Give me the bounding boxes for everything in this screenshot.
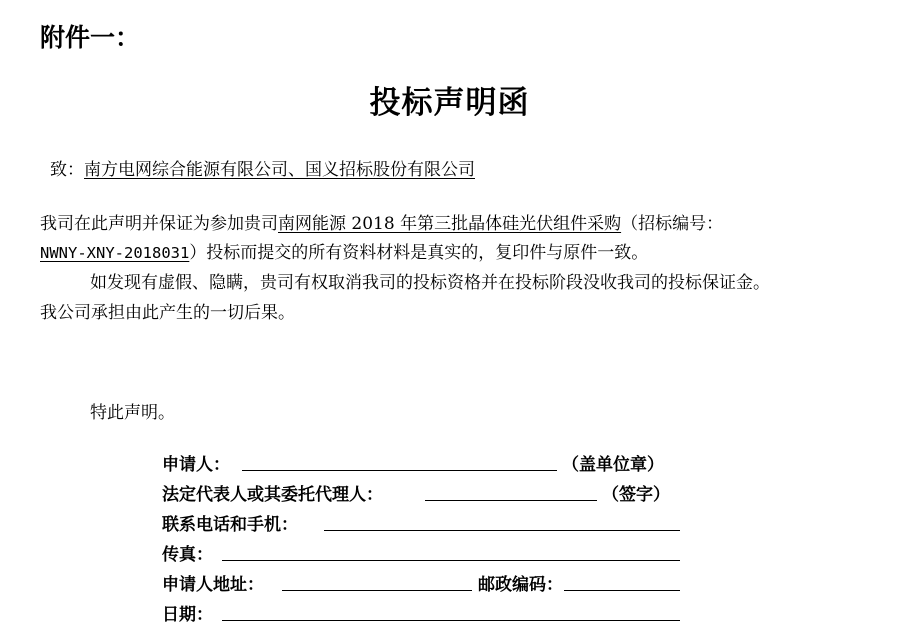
date-blank-line[interactable] — [222, 620, 680, 621]
form-row-representative — [162, 480, 682, 504]
representative-blank-line[interactable] — [425, 500, 597, 501]
statement-line-2 — [40, 238, 648, 263]
statement-line-1 — [40, 209, 723, 234]
fax-label: 传真： — [162, 545, 213, 565]
phone-blank-line[interactable] — [324, 530, 680, 531]
statement-line-2-text: ）投标而提交的所有资料材料是真实的，复印件与原件一致。 — [189, 243, 649, 263]
attachment-heading: 附件一： — [40, 23, 141, 52]
postcode-blank-line[interactable] — [564, 590, 680, 591]
phone-label: 联系电话和手机： — [162, 515, 298, 535]
address-label: 申请人地址： — [162, 575, 264, 595]
form-row-address — [162, 570, 682, 594]
applicant-blank-line[interactable] — [242, 470, 557, 471]
date-label: 日期： — [162, 605, 213, 625]
representative-signature-note: （签字） — [602, 485, 670, 505]
form-row-applicant — [162, 450, 682, 474]
statement-line-3: 如发现有虚假、隐瞒，贵司有权取消我司的投标资格并在投标阶段没收我司的投标保证金。 — [90, 273, 770, 293]
statement-intro: 我司在此声明并保证为参加贵司 — [40, 214, 278, 234]
form-row-phone — [162, 510, 682, 534]
form-row-date — [162, 600, 682, 624]
document-title: 投标声明函 — [369, 85, 530, 121]
applicant-label: 申请人： — [162, 455, 230, 475]
bid-number-label: （招标编号： — [621, 214, 724, 234]
addressee-prefix: 致： — [50, 160, 84, 180]
fax-blank-line[interactable] — [222, 560, 680, 561]
representative-label: 法定代表人或其委托代理人： — [162, 485, 383, 505]
addressee-recipients: 南方电网综合能源有限公司、国义招标股份有限公司 — [84, 160, 475, 180]
postcode-label: 邮政编码： — [478, 575, 563, 595]
bid-number: NWNY-XNY-2018031 — [40, 244, 190, 262]
form-row-fax — [162, 540, 682, 564]
project-name: 南网能源 2018 年第三批晶体硅光伏组件采购 — [278, 214, 622, 234]
applicant-seal-note: （盖单位章） — [562, 455, 664, 475]
closing-statement: 特此声明。 — [90, 403, 175, 423]
address-blank-line[interactable] — [282, 590, 472, 591]
addressee-line — [50, 155, 475, 180]
statement-line-4: 我公司承担由此产生的一切后果。 — [40, 303, 295, 323]
